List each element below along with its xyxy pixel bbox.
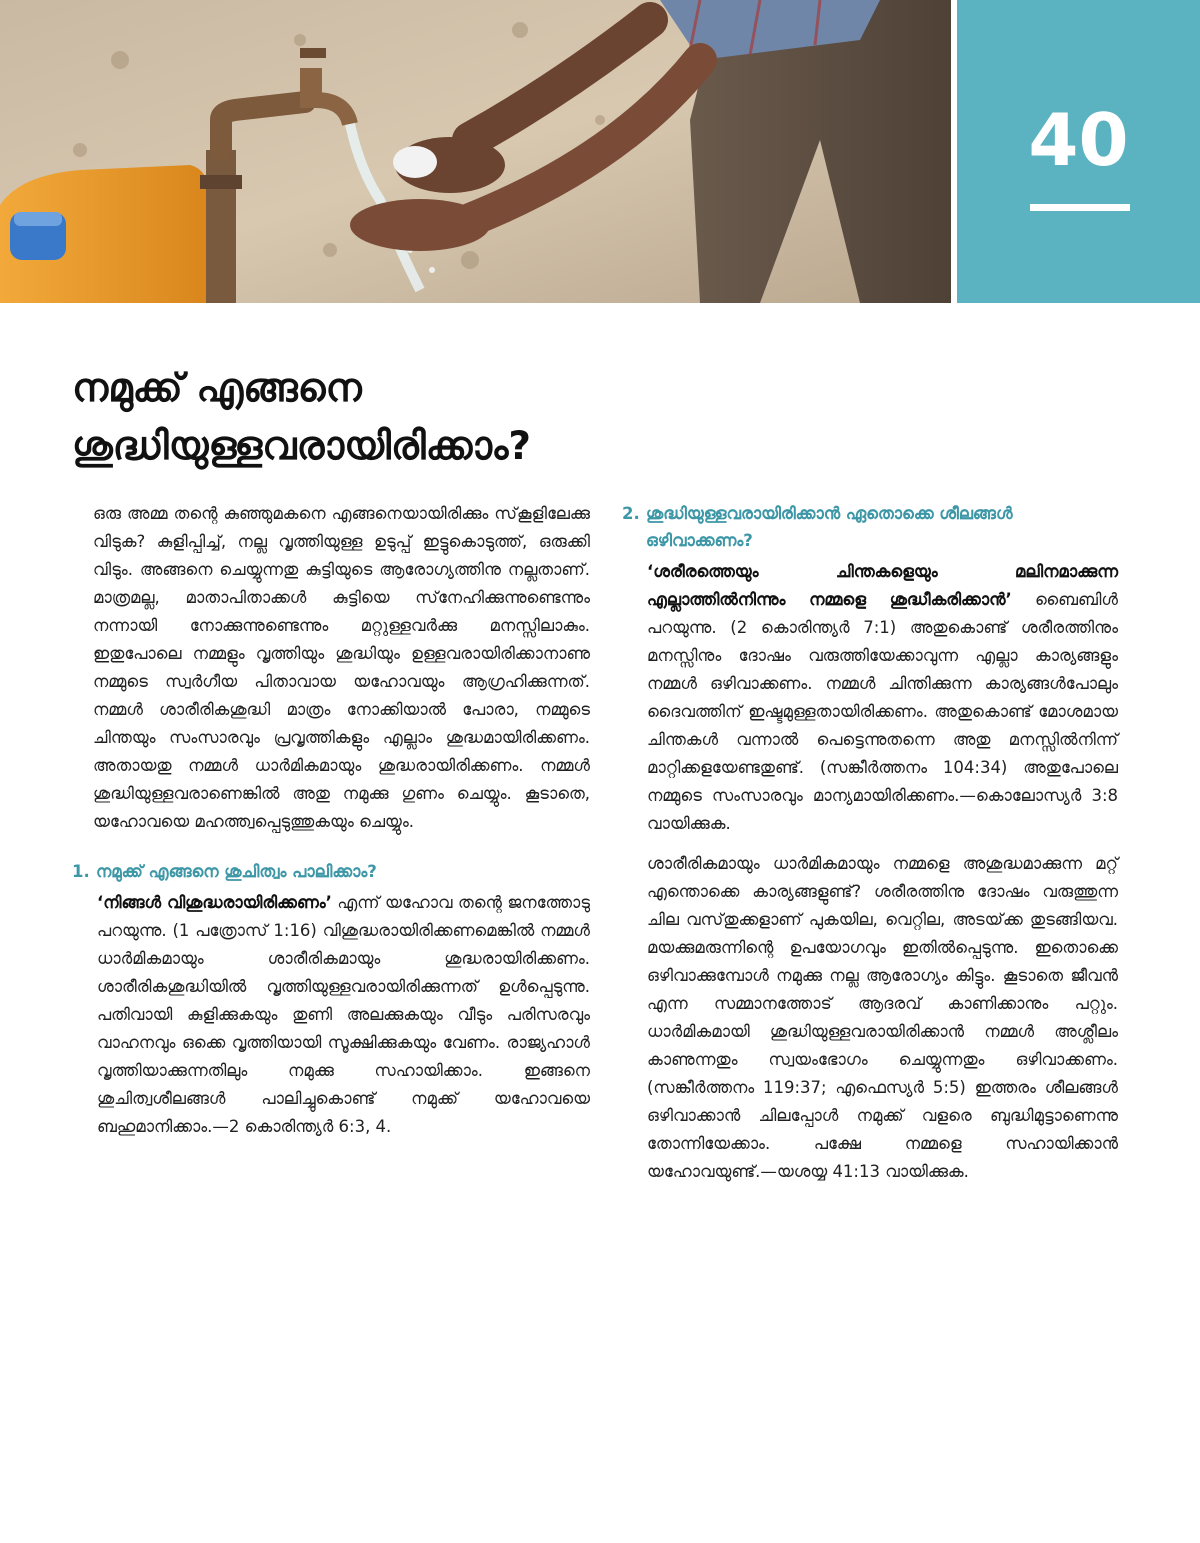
lesson-number-box: [957, 0, 1200, 303]
intro-paragraph: ഒരു അമ്മ തന്റെ കുഞ്ഞുമകനെ എങ്ങനെയായിരിക്കും സ്‌കൂളിലേക്കു വിടുക? കുളിപ്പിച്ച്, നല്ല വൃത്തിയുള്ള ഉടുപ്പ് ഇട്ടുകൊടുത്ത്, ഒരുക്കി വിടും. അങ്ങനെ ചെയ്യുന്നതു കുട്ടിയുടെ ആരോഗ്യത്തിനു നല്ലതാണ്. മാത്രമല്ല, മാതാപിതാക്കൾ കുട്ടിയെ സ്‌നേഹിക്കുന്നുണ്ടെന്നും നന്നായി നോക്കുന്നുണ്ടെന്നും മറ്റുള്ളവർക്കു മനസ്സിലാകും. ഇതുപോലെ നമ്മളും വൃത്തിയും ശുദ്ധിയും ഉള്ളവരായിരിക്കാനാണു നമ്മുടെ സ്വർഗീയ പിതാവായ യഹോവയും ആഗ്രഹിക്കുന്നത്. നമ്മൾ ശാരീരികശുദ്ധി മാത്രം നോക്കിയാൽ പോരാ, നമ്മുടെ ചിന്തയും സംസാരവും പ്രവൃത്തികളും എല്ലാം ശുദ്ധമായിരിക്കണം. അതായതു നമ്മൾ ധാർമികമായും ശുദ്ധരായിരിക്കണം. നമ്മൾ ശുദ്ധിയുള്ളവരാണെങ്കിൽ അതു നമുക്കു ഗുണം ചെയ്യും. കൂടാതെ, യഹോവയെ മഹത്ത്വപ്പെടുത്തുകയും ചെയ്യും.: [93, 504, 590, 831]
hands-washing-illustration: [0, 0, 951, 303]
right-column: [622, 500, 1118, 1186]
section-1-answer: [72, 889, 590, 1141]
section-1: [72, 858, 590, 1141]
section-2-lead-quote: ‘ശരീരത്തെയും ചിന്തകളെയും മലിനമാക്കുന്ന എല്ലാത്തിൽനിന്നും നമ്മളെ ശുദ്ധീകരിക്കാൻ’: [647, 562, 1118, 609]
section-1-paragraph: [97, 889, 590, 1141]
section-2-question: [622, 500, 1118, 554]
section-2-question-text: ശുദ്ധിയുള്ളവരായിരിക്കാൻ ഏതൊക്കെ ശീലങ്ങൾ ഒഴിവാക്കണം?: [646, 504, 1013, 550]
section-2-answer: [622, 558, 1118, 1186]
section-2-number: 2.: [622, 504, 640, 523]
section-2: [622, 500, 1118, 1186]
section-2-paragraph-2: ശാരീരികമായും ധാർമികമായും നമ്മളെ അശുദ്ധമാക്കുന്ന മറ്റ് എന്തൊക്കെ കാര്യങ്ങളുണ്ട്? ശരീരത്തിനു ദോഷം വരുത്തുന്ന ചില വസ്‌തുക്കളാണ് പുകയില, വെറ്റില, അടയ്‌ക്ക തുടങ്ങിയവ. മയക്കുമരുന്നിന്റെ ഉപയോഗവും ഇതിൽപ്പെടുന്നു. ഇതൊക്കെ ഒഴിവാക്കുമ്പോൾ നമുക്കു നല്ല ആരോഗ്യം കിട്ടും. കൂടാതെ ജീവൻ എന്ന സമ്മാനത്തോട് ആദരവ്‌ കാണിക്കാനും പറ്റും. ധാർമികമായി ശുദ്ധിയുള്ളവരായിരിക്കാൻ നമ്മൾ അശ്ലീലം കാണുന്നതും സ്വയംഭോഗം ചെയ്യുന്നതും ഒഴിവാക്കണം. (സങ്കീർത്തനം 119:37; എഫെസ്യർ 5:5) ഇത്തരം ശീലങ്ങൾ ഒഴിവാക്കാൻ ചിലപ്പോൾ നമുക്ക് വളരെ ബുദ്ധിമുട്ടാണെന്നു തോന്നിയേക്കാം. പക്ഷേ നമ്മളെ സഹായിക്കാൻ യഹോവയുണ്ട്.—യശയ്യ 41:13 വായിക്കുക.: [647, 854, 1118, 1181]
lesson-number-underline: [1030, 204, 1130, 211]
lesson-number: 40: [1028, 98, 1129, 182]
section-1-body: എന്ന് യഹോവ തന്റെ ജനത്തോടു പറയുന്നു. (1 പത്രോസ്‌ 1:16) വിശുദ്ധരായിരിക്കണമെങ്കിൽ നമ്മൾ ധാർമികമായും ശാരീരികമായും ശുദ്ധരായിരിക്കണം. ശാരീരികശുദ്ധിയിൽ വൃത്തിയുള്ളവരായിരിക്കുന്നത് ഉൾപ്പെടുന്നു. പതിവായി കുളിക്കുകയും തുണി അലക്കുകയും വീടും പരിസരവും വാഹനവും ഒക്കെ വൃത്തിയായി സൂക്ഷിക്കുകയും വേണം. രാജ്യഹാൾ വൃത്തിയാക്കുന്നതിലും നമുക്കു സഹായിക്കാം. ഇങ്ങനെ ശുചിത്വശീലങ്ങൾ പാലിച്ചുകൊണ്ട് നമുക്ക് യഹോവയെ ബഹുമാനിക്കാം.—2 കൊരിന്ത്യർ 6:3, 4.: [97, 893, 590, 1136]
section-1-number: 1.: [72, 862, 90, 881]
page-title-line-1: നമുക്ക് എങ്ങനെ: [72, 366, 362, 411]
left-column: [72, 500, 590, 1141]
section-2-body: ബൈബിൾ പറയുന്നു. (2 കൊരിന്ത്യർ 7:1) അതുകൊണ്ട് ശരീരത്തിനും മനസ്സിനും ദോഷം വരുത്തിയേക്കാവുന്ന എല്ലാ കാര്യങ്ങളും നമ്മൾ ഒഴിവാക്കണം. നമ്മൾ ചിന്തിക്കുന്ന കാര്യങ്ങൾപോലും ദൈവത്തിന് ഇഷ്ടമുള്ളതായിരിക്കണം. അതുകൊണ്ട് മോശമായ ചിന്തകൾ വന്നാൽ പെട്ടെന്നുതന്നെ അതു മനസ്സിൽനിന്ന് മാറ്റിക്കളയേണ്ടതുണ്ട്. (സങ്കീർത്തനം 104:34) അതുപോലെ നമ്മുടെ സംസാരവും മാന്യമായിരിക്കണം.—കൊലോസ്യർ 3:8 വായിക്കുക.: [647, 590, 1118, 833]
page-title-line-2: ശുദ്ധിയുള്ളവരായിരിക്കാം?: [72, 424, 531, 469]
section-1-question-text: നമുക്ക് എങ്ങനെ ശുചിത്വം പാലിക്കാം?: [96, 862, 377, 881]
hero-photo: [0, 0, 951, 303]
section-2-paragraph-1: [647, 558, 1118, 838]
section-1-lead-quote: ‘നിങ്ങൾ വിശുദ്ധരായിരിക്കണം’: [97, 893, 332, 912]
page-title: [72, 360, 1132, 476]
section-1-question: [72, 858, 590, 885]
